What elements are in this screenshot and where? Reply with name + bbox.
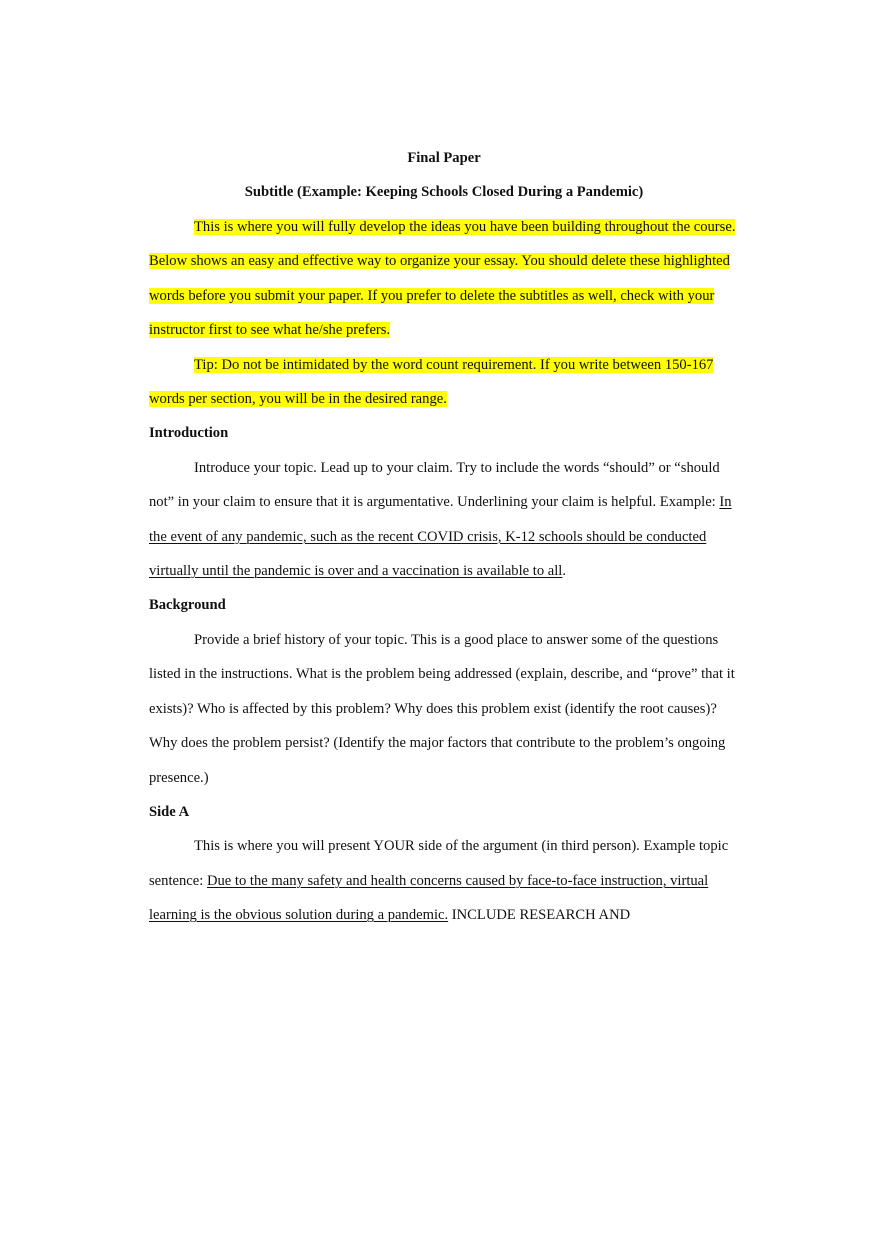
section-heading-side-a: Side A	[149, 803, 190, 820]
section-body-introduction	[149, 451, 739, 589]
tip-note-paragraph	[149, 348, 739, 417]
side-a-text: This is where you will present YOUR side of the argument (in third person). Example topic sentence:	[149, 838, 729, 889]
introduction-text-end: .	[562, 563, 567, 580]
introduction-text: Introduce your topic. Lead up to your claim. Try to include the words “should” or “should not” in your claim to ensure that it is argumentative. Underlining your claim is helpful. Example:	[149, 459, 720, 511]
highlighted-tip-note: Tip: Do not be intimidated by the word count requirement. If you write between 150-167 words per section, you will be in the desired range.	[149, 356, 714, 408]
document-body	[149, 146, 739, 933]
section-body-side-a	[149, 829, 739, 932]
side-a-topic-sentence-underlined: Due to the many safety and health concerns caused by face-to-face instruction, virtual learning is the obvious solution during a pandemic.	[149, 872, 709, 924]
paper-title: Final Paper	[407, 150, 481, 166]
background-text: Provide a brief history of your topic. This is a good place to answer some of the questions listed in the instructions. What is the problem being addressed (explain, describe, and “prove” that it exists)? Who is affected by this problem? Why does this problem exist (identify the root causes)? Why does the problem persist? (Identify the major factors that contribute to the problem’s ongoing presence.)	[149, 631, 735, 786]
paper-subtitle: Subtitle (Example: Keeping Schools Closed During a Pandemic)	[244, 184, 644, 200]
section-heading-introduction: Introduction	[149, 425, 229, 442]
intro-note-paragraph	[149, 210, 739, 348]
section-body-background	[149, 623, 739, 795]
highlighted-intro-note: This is where you will fully develop the ideas you have been building throughout the course. Below shows an easy and effective way to organize your essay. You should delete these highlighted words before you submit your paper. If you prefer to delete the subtitles as well, check with your instructor first to see what he/she prefers.	[149, 219, 736, 339]
introduction-claim-underlined: In the event of any pandemic, such as the recent COVID crisis, K-12 schools should be conducted virtually until the pandemic is over and a vaccination is available to all	[149, 494, 732, 580]
side-a-text-end: INCLUDE RESEARCH AND	[448, 907, 631, 924]
section-heading-background: Background	[149, 597, 226, 614]
